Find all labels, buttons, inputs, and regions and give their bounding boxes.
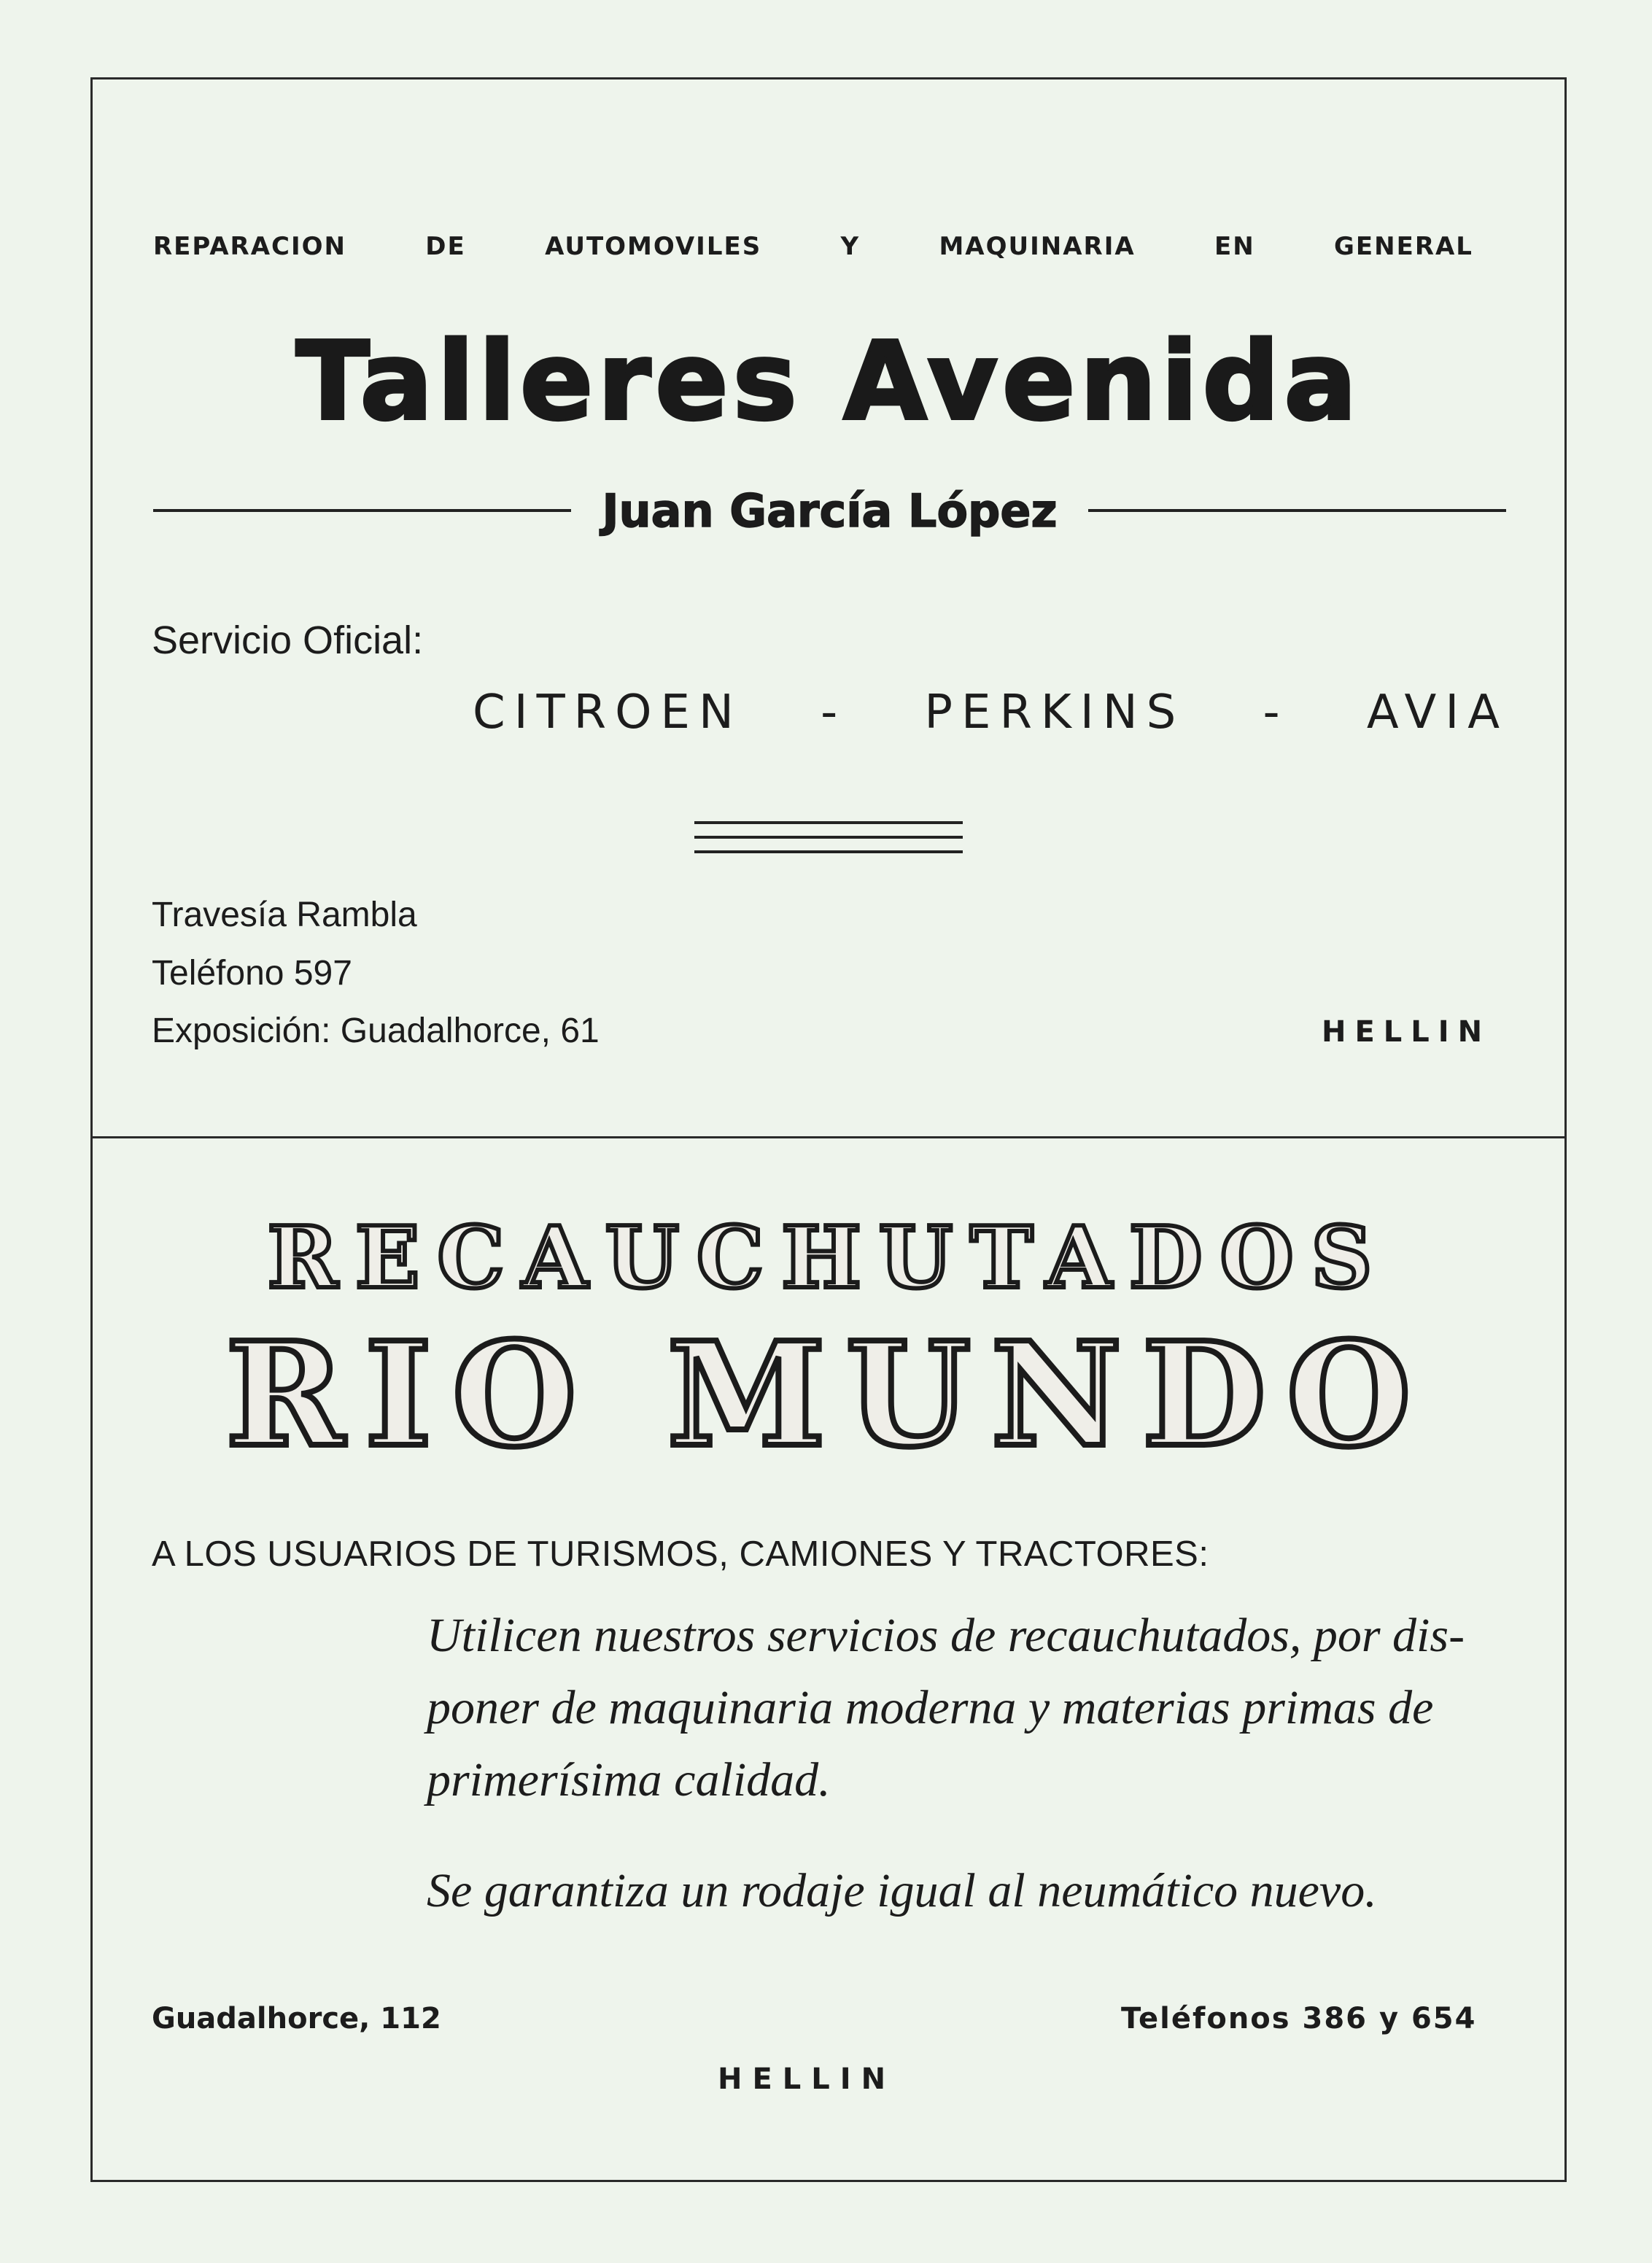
body-line: Utilicen nuestros servicios de recauchutados, por dis- xyxy=(427,1609,1465,1662)
left-rule xyxy=(153,509,571,512)
brand-citroen: CITROEN xyxy=(473,686,742,740)
guarantee-line: Se garantiza un rodaje igual al neumático nuevo. xyxy=(427,1864,1377,1917)
address-phone: Teléfono 597 xyxy=(152,954,352,993)
banner-word: DE xyxy=(425,232,466,261)
banner-word: EN xyxy=(1214,232,1255,261)
ornament-rule xyxy=(694,821,963,824)
phone-numbers: Teléfonos 386 y 654 xyxy=(1121,2002,1477,2035)
banner-word: AUTOMOVILES xyxy=(545,232,762,261)
service-label: Servicio Oficial: xyxy=(152,618,424,662)
brand-avia: AVIA xyxy=(1366,686,1508,740)
ornament-rule xyxy=(694,836,963,839)
audience-heading: A LOS USUARIOS DE TURISMOS, CAMIONES Y TRACTORES: xyxy=(152,1534,1209,1574)
address-exhibition: Exposición: Guadalhorce, 61 xyxy=(152,1012,600,1050)
banner-word: GENERAL xyxy=(1334,232,1473,261)
right-rule xyxy=(1088,509,1506,512)
city-name: HELLIN xyxy=(718,2062,896,2096)
city-name: HELLIN xyxy=(1322,1015,1492,1049)
brand-separator: - xyxy=(821,686,847,740)
brand-separator: - xyxy=(1263,686,1289,740)
body-line: poner de maquinaria moderna y materias primas de xyxy=(427,1681,1434,1734)
owner-row xyxy=(153,485,1506,536)
body-line: primerísima calidad. xyxy=(427,1753,831,1806)
business-name: RIO MUNDO xyxy=(225,1311,1432,1479)
business-name: Talleres Avenida xyxy=(295,319,1362,444)
banner-word: MAQUINARIA xyxy=(939,232,1136,261)
address: Guadalhorce, 112 xyxy=(152,2002,441,2035)
banner-word: REPARACION xyxy=(153,232,346,261)
owner-name: Juan García López xyxy=(602,484,1058,537)
banner-word: Y xyxy=(840,232,861,261)
brand-perkins: PERKINS xyxy=(924,686,1185,740)
section-divider xyxy=(90,1136,1567,1138)
address-street: Travesía Rambla xyxy=(152,896,417,934)
ornament-rule xyxy=(694,850,963,853)
brand-list xyxy=(473,686,1508,740)
service-title: RECAUCHUTADOS xyxy=(267,1208,1390,1308)
services-banner xyxy=(153,232,1473,261)
